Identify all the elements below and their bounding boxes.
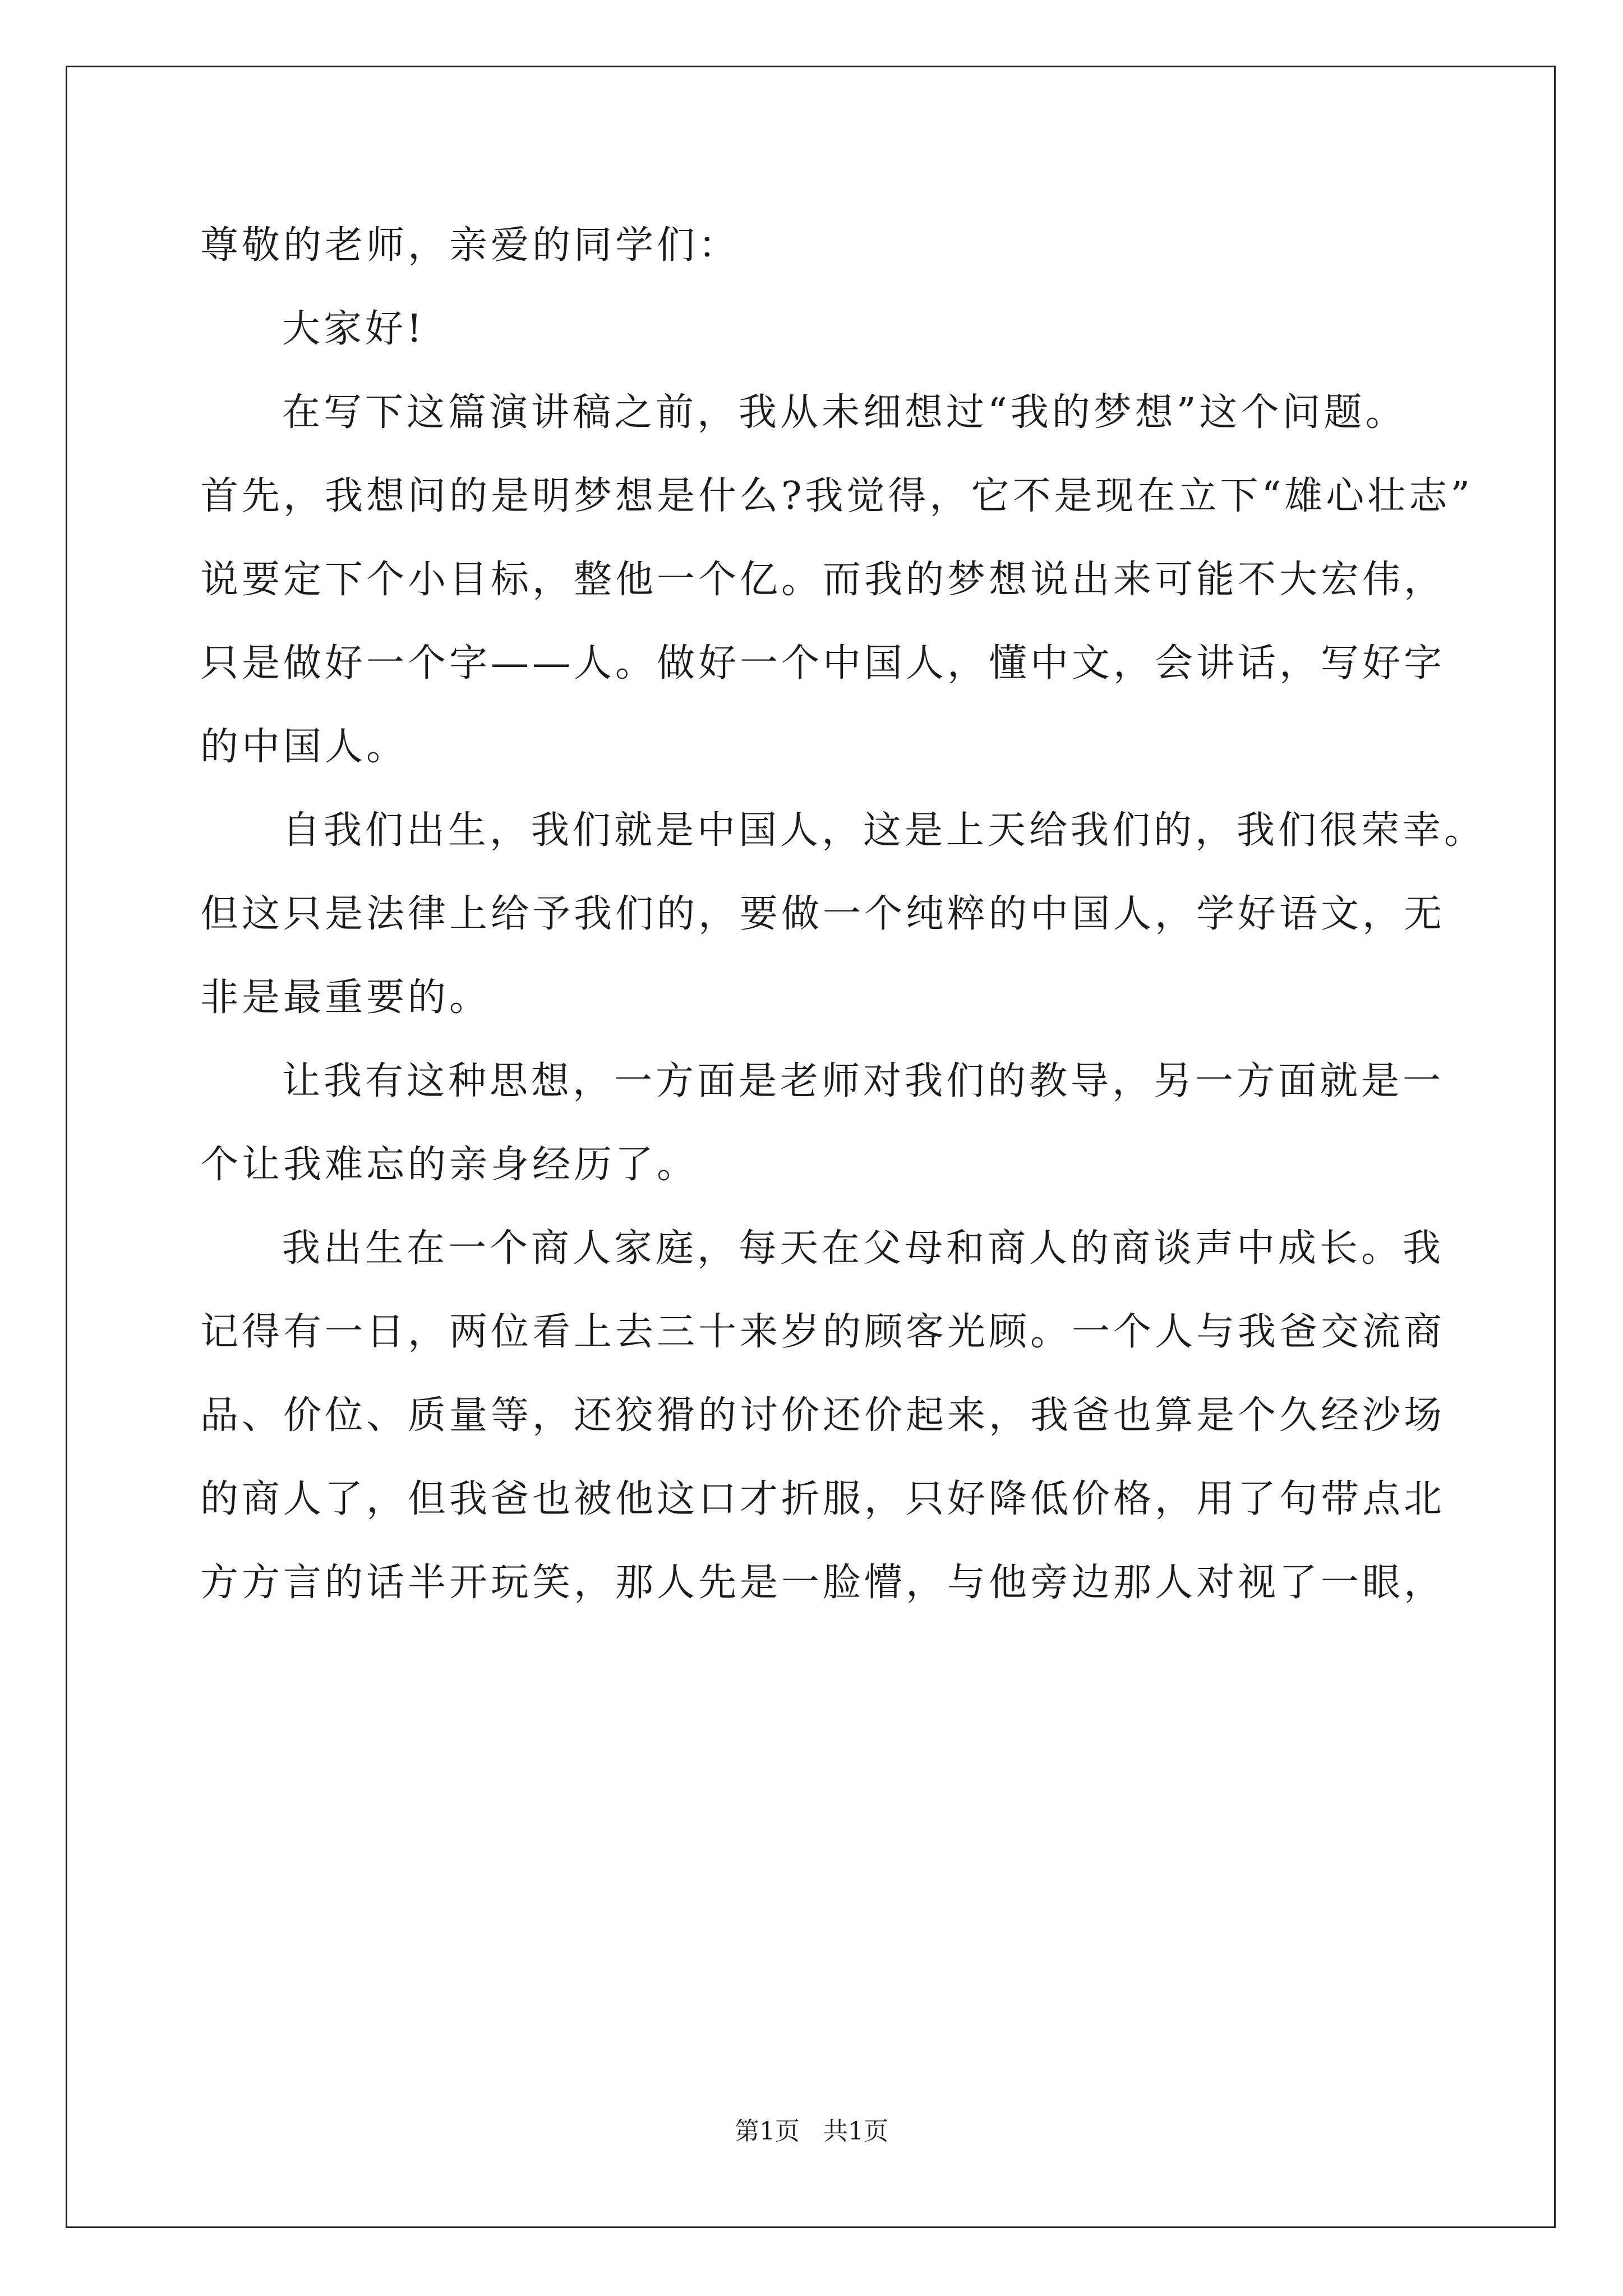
text-line: 方方言的话半开玩笑，那人先是一脸懵，与他旁边那人对视了一眼， [200, 1561, 1446, 1605]
text-line: 让我有这种思想，一方面是老师对我们的教导，另一方面就是一 [282, 1059, 1445, 1103]
text-line: 在写下这篇演讲稿之前，我从未细想过“我的梦想”这个问题。 [282, 390, 1407, 435]
text-line: 的中国人。 [200, 725, 408, 769]
text-line: 的商人了，但我爸也被他这口才折服，只好降低价格，用了句带点北 [200, 1477, 1446, 1521]
text-line: 我出生在一个商人家庭，每天在父母和商人的商谈声中成长。我 [282, 1226, 1445, 1271]
text-line: 记得有一日，两位看上去三十来岁的顾客光顾。一个人与我爸交流商 [200, 1310, 1446, 1354]
page-number-footer: 第1页 共1页 [735, 2117, 888, 2146]
text-line: 说要定下个小目标，整他一个亿。而我的梦想说出来可能不大宏伟， [200, 558, 1446, 602]
text-line: 只是做好一个字——人。做好一个中国人，懂中文，会讲话，写好字 [200, 641, 1446, 685]
text-line: 个让我难忘的亲身经历了。 [200, 1143, 699, 1187]
text-line: 首先，我想问的是明梦想是什么?我觉得，它不是现在立下“雄心壮志” [200, 474, 1473, 518]
text-line: 非是最重要的。 [200, 976, 491, 1020]
text-line: 自我们出生，我们就是中国人，这是上天给我们的，我们很荣幸。 [282, 808, 1486, 853]
text-line: 大家好! [282, 307, 426, 351]
text-line: 品、价位、质量等，还狡猾的讨价还价起来，我爸也算是个久经沙场 [200, 1393, 1446, 1438]
text-line: 尊敬的老师，亲爱的同学们： [200, 223, 740, 268]
text-line: 但这只是法律上给予我们的，要做一个纯粹的中国人，学好语文，无 [200, 892, 1446, 936]
